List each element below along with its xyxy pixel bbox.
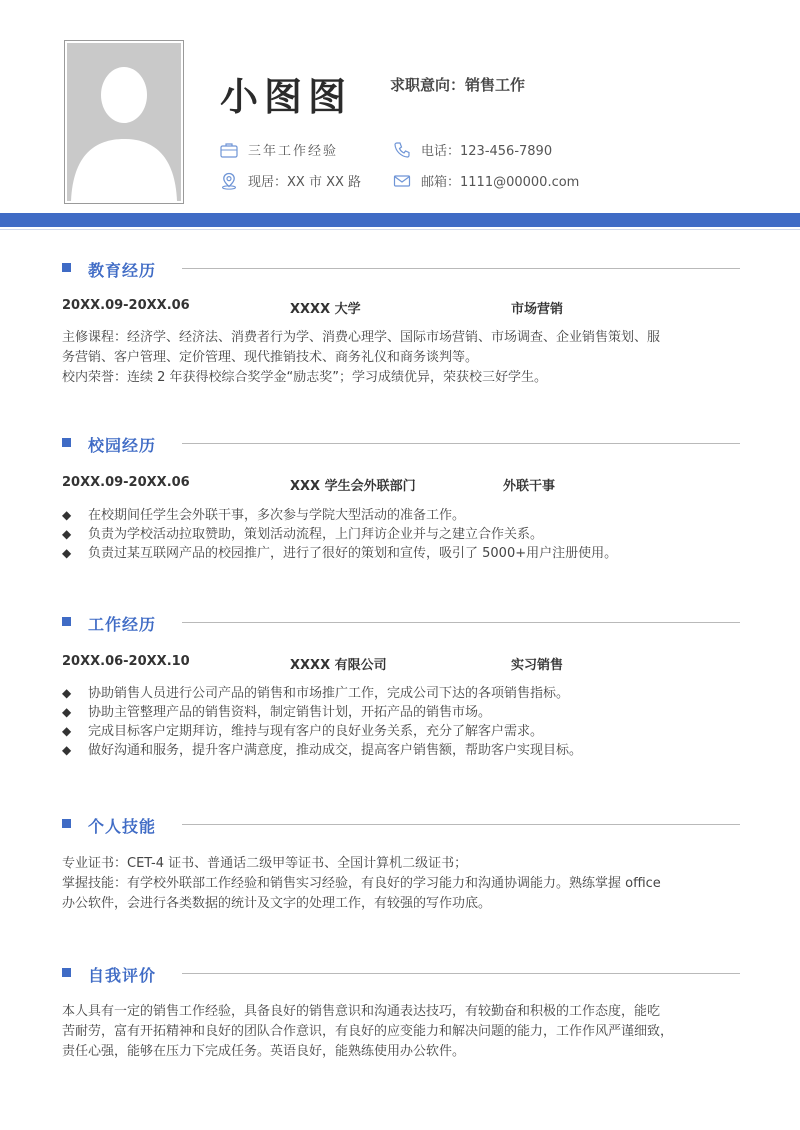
header-divider-line xyxy=(0,229,800,230)
education-details xyxy=(62,328,742,388)
campus-period: 20XX.09-20XX.06 xyxy=(62,475,190,490)
section-rule xyxy=(182,443,740,444)
section-title: 个人技能 xyxy=(88,817,157,836)
section-rule xyxy=(182,973,740,974)
list-item: ◆ 协助主管整理产品的销售资料，制定销售计划，开拓产品的销售市场。 xyxy=(62,703,742,722)
section-rule xyxy=(182,268,740,269)
self-line: 责任心强，能够在压力下完成任务。英语良好，能熟练使用办公软件。 xyxy=(62,1044,466,1059)
residence-text: 现居：XX 市 XX 路 xyxy=(248,175,362,190)
work-bullets xyxy=(62,684,742,760)
self-evaluation xyxy=(62,1002,742,1062)
header-divider-bar xyxy=(0,213,800,227)
education-line: 务营销、客户管理、定价管理、现代推销技术、商务礼仪和商务谈判等。 xyxy=(62,350,479,365)
list-item: ◆ 完成目标客户定期拜访，维持与现有客户的良好业务关系，充分了解客户需求。 xyxy=(62,722,742,741)
experience-text: 三年工作经验 xyxy=(248,144,339,159)
section-title: 自我评价 xyxy=(88,966,157,985)
phone-icon xyxy=(393,141,411,159)
work-period: 20XX.06-20XX.10 xyxy=(62,654,190,669)
self-line: 本人具有一定的销售工作经验，具备良好的销售意识和沟通表达技巧，有较勤奋和积极的工作态度，能吃 xyxy=(62,1004,661,1019)
section-marker xyxy=(62,968,71,977)
list-item: ◆ 负责过某互联网产品的校园推广，进行了很好的策划和宣传，吸引了 5000+用户注册使用。 xyxy=(62,544,742,563)
briefcase-icon xyxy=(220,142,238,158)
education-major: 市场营销 xyxy=(511,302,564,317)
education-period: 20XX.09-20XX.06 xyxy=(62,298,190,313)
profile-photo xyxy=(64,40,184,204)
section-marker xyxy=(62,438,71,447)
avatar-silhouette-icon xyxy=(67,43,181,201)
skills-details xyxy=(62,854,742,914)
list-item: ◆ 做好沟通和服务，提升客户满意度，推动成交，提高客户销售额，帮助客户实现目标。 xyxy=(62,741,742,760)
section-title: 校园经历 xyxy=(88,436,157,455)
section-header-campus xyxy=(62,433,740,453)
education-school: XXXX 大学 xyxy=(290,302,361,317)
section-title: 工作经历 xyxy=(88,615,157,634)
campus-role: 外联干事 xyxy=(503,479,556,494)
section-rule xyxy=(182,622,740,623)
section-title: 教育经历 xyxy=(88,261,157,280)
list-item: ◆ 在校期间任学生会外联干事，多次参与学院大型活动的准备工作。 xyxy=(62,506,742,525)
email-info xyxy=(393,171,579,190)
mail-icon xyxy=(393,173,411,189)
avatar xyxy=(67,43,181,201)
email-text: 邮箱：1111@00000.com xyxy=(421,175,580,190)
section-marker xyxy=(62,819,71,828)
campus-bullets xyxy=(62,506,742,563)
skills-line: 掌握技能：有学校外联部工作经验和销售实习经验，有良好的学习能力和沟通协调能力。熟练掌握 office xyxy=(62,876,661,891)
list-item: ◆ 协助销售人员进行公司产品的销售和市场推广工作，完成公司下达的各项销售指标。 xyxy=(62,684,742,703)
experience-info xyxy=(220,140,338,159)
location-icon xyxy=(220,172,238,190)
list-item: ◆ 负责为学校活动拉取赞助，策划活动流程，上门拜访企业并与之建立合作关系。 xyxy=(62,525,742,544)
section-rule xyxy=(182,824,740,825)
job-intent: 求职意向：销售工作 xyxy=(390,76,526,94)
candidate-name: 小图图 xyxy=(220,75,353,119)
section-header-self xyxy=(62,963,740,983)
section-marker xyxy=(62,263,71,272)
residence-info xyxy=(220,171,361,190)
phone-info xyxy=(393,140,552,159)
section-header-skills xyxy=(62,814,740,834)
section-header-education xyxy=(62,258,740,278)
phone-text: 电话：123-456-7890 xyxy=(421,144,553,159)
education-line: 校内荣誉：连续 2 年获得校综合奖学金“励志奖”；学习成绩优异，荣获校三好学生。 xyxy=(62,370,548,385)
work-role: 实习销售 xyxy=(511,658,564,673)
section-header-work xyxy=(62,612,740,632)
skills-line: 办公软件，会进行各类数据的统计及文字的处理工作，有较强的写作功底。 xyxy=(62,896,492,911)
education-line: 主修课程：经济学、经济法、消费者行为学、消费心理学、国际市场营销、市场调查、企业销售策划、服 xyxy=(62,330,661,345)
campus-org: XXX 学生会外联部门 xyxy=(290,479,416,494)
work-company: XXXX 有限公司 xyxy=(290,658,387,673)
section-marker xyxy=(62,617,71,626)
self-line: 苦耐劳，富有开拓精神和良好的团队合作意识，有良好的应变能力和解决问题的能力，工作作风严谨细致， xyxy=(62,1024,674,1039)
skills-line: 专业证书：CET-4 证书、普通话二级甲等证书、全国计算机二级证书； xyxy=(62,856,468,871)
